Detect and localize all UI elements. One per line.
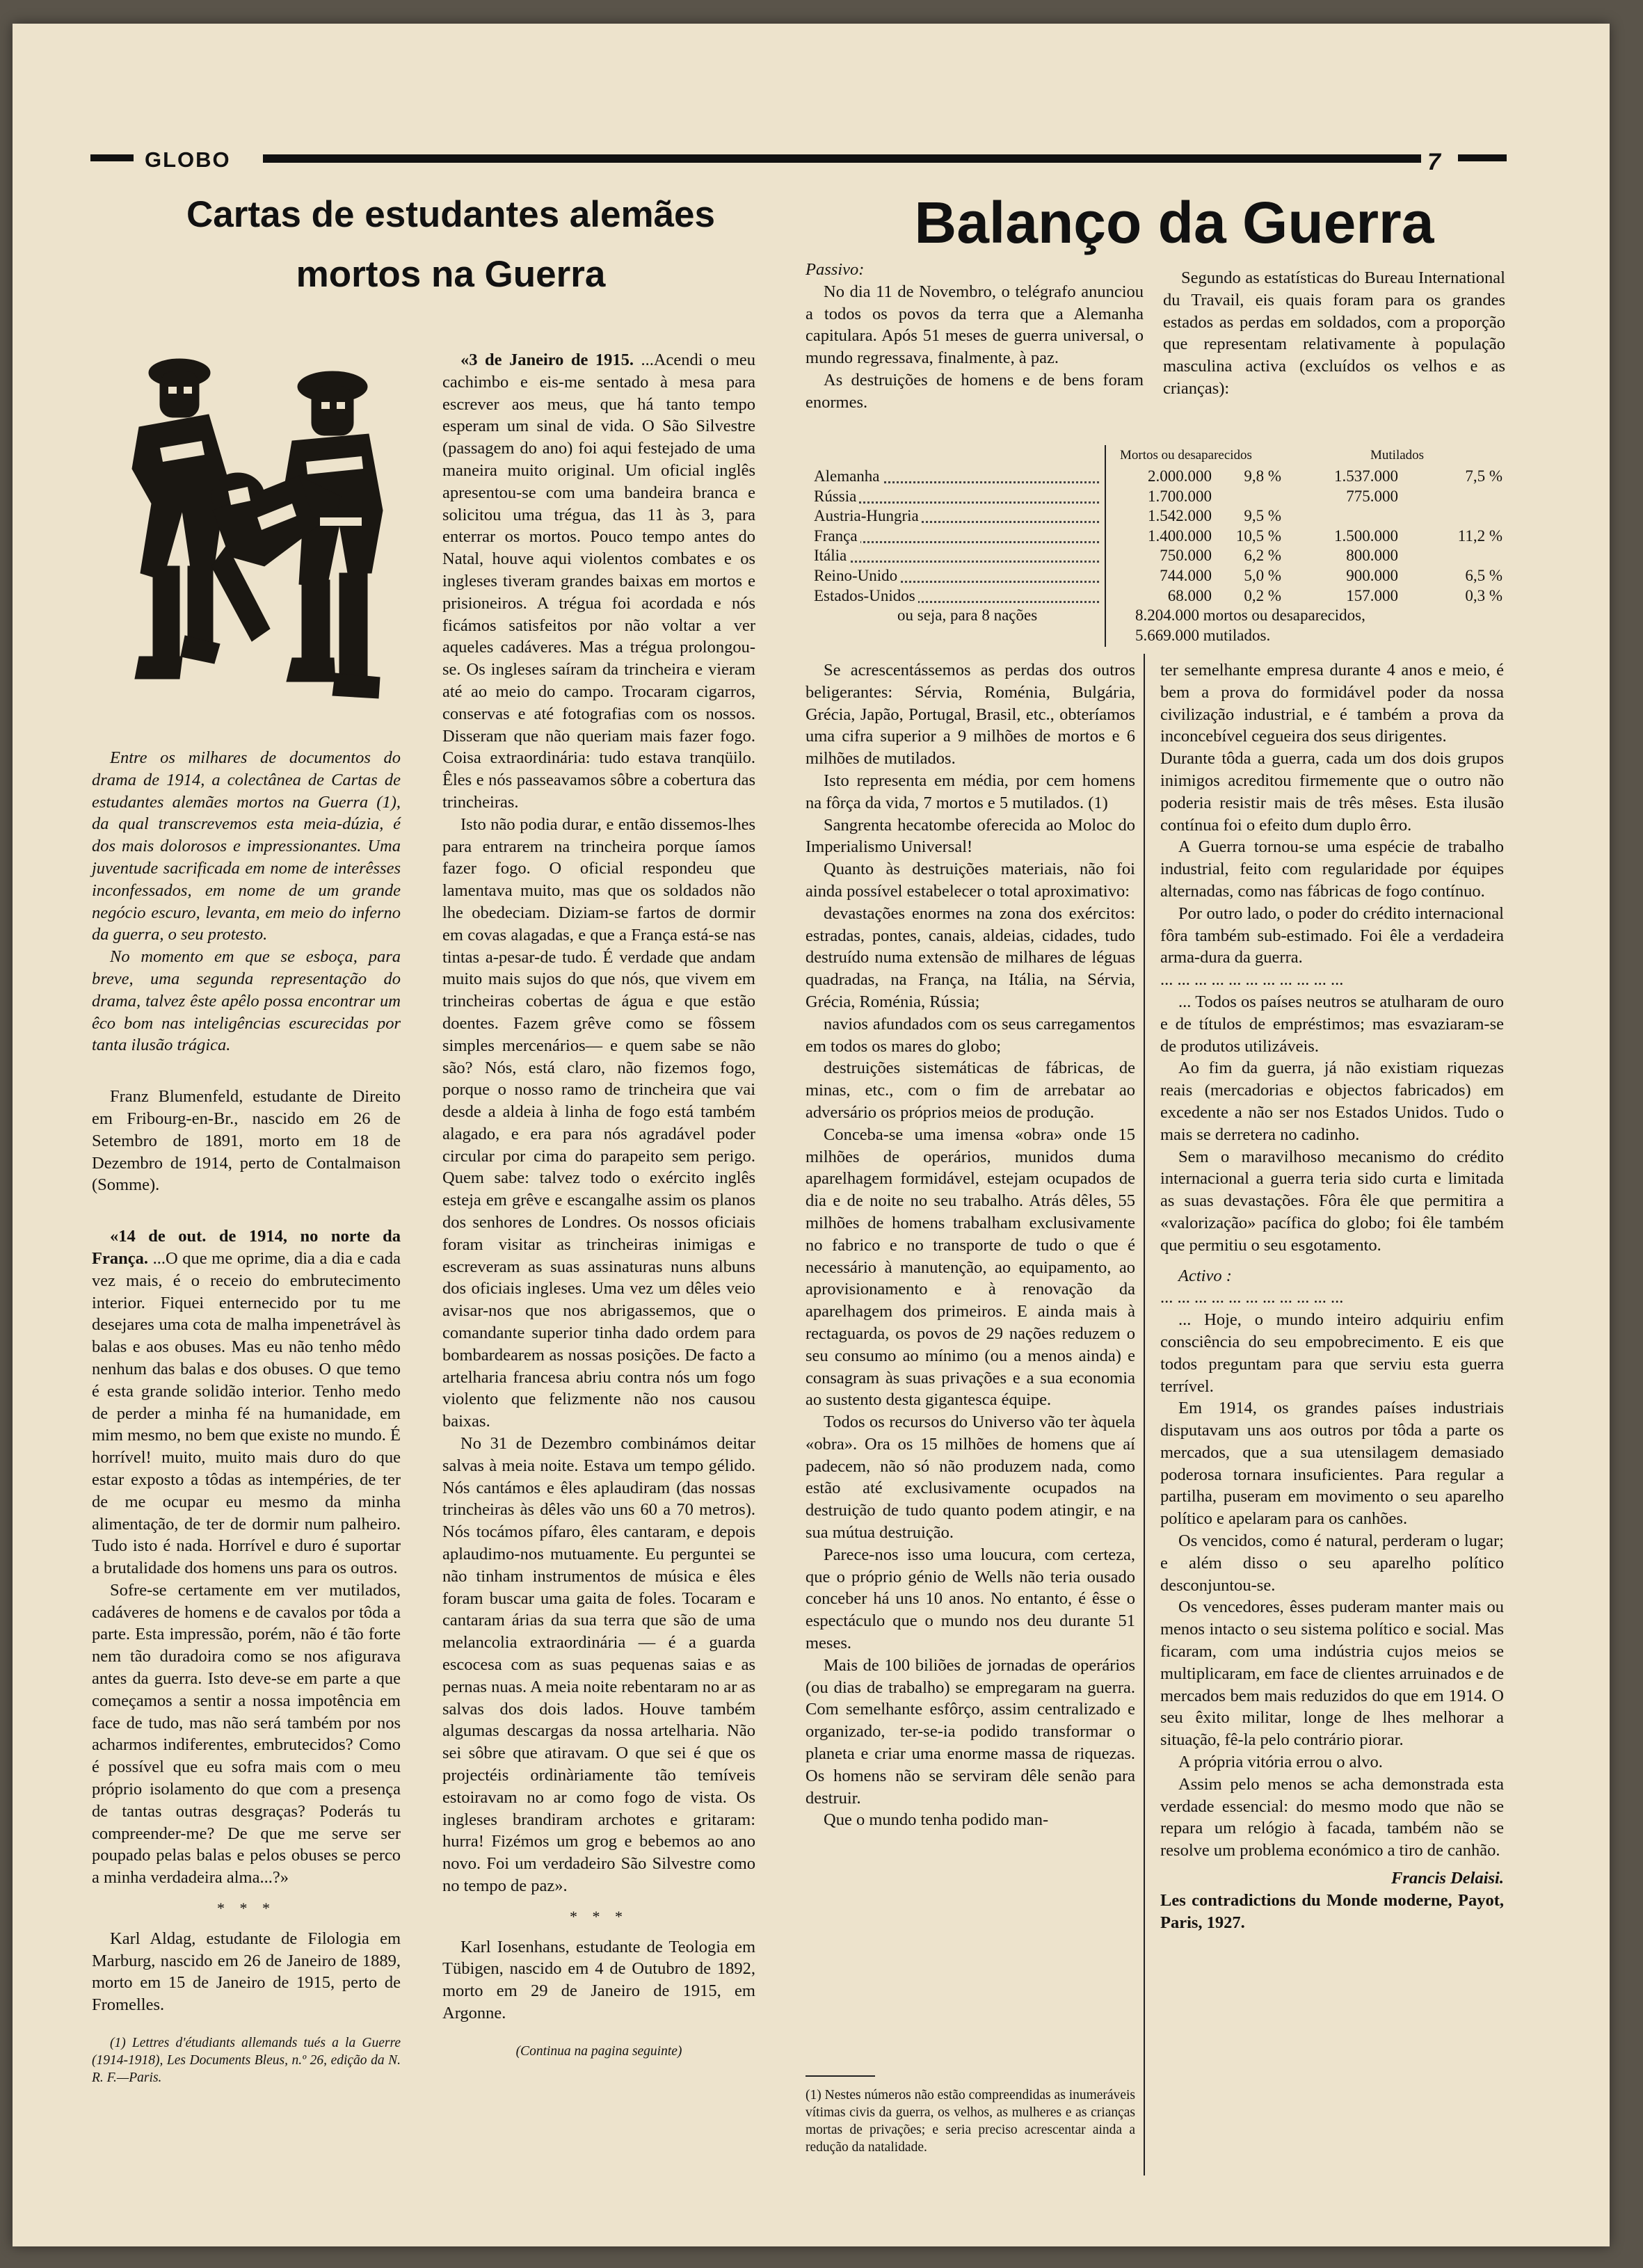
mortos-value: 2.000.000 [1148, 467, 1212, 485]
author-bio: Karl Iosenhans, estudante de Teologia em Tübigen, nascido em 4 de Outubro de 1892, morto em 29 de Janeiro de 1915, em Argonne. [442, 1937, 755, 2022]
country-name: Austria-Hungria [814, 507, 922, 525]
newspaper-page [13, 24, 1610, 2246]
table-header-row [814, 448, 1502, 467]
mortos-percent: 10,5 % [1235, 526, 1281, 545]
table-row [814, 587, 1502, 607]
header-rule-right [1458, 154, 1507, 161]
table-row [814, 527, 1502, 547]
country-name: Rússia [814, 488, 859, 506]
balance-footnote: (1) Nestes números não estão compreendidas as inumeráveis vítimas civis da guerra, os velhos, as mulheres e as crianças mortas de privações; e seria preciso acrescentar ainda a redução da natalidade. [806, 2088, 1135, 2155]
war-losses-table [814, 448, 1502, 646]
country-name: Itália [814, 547, 849, 565]
section-name: GLOBO [145, 147, 231, 172]
intro-paragraph: Entre os milhares de documentos do drama de 1914, a colectânea de Cartas de estudantes alemães mortos na Guerra (1), da qual transcrevemos esta meia-dúzia, é dos mais dolorosos e impressionantes. Uma juventude sacrificada em nome de interêsses inconfessados, em nome de um grande negócio escuro, levanta, em meio do inferno da guerra, o seu protesto. [92, 748, 401, 944]
header-rule-left [90, 154, 134, 161]
mutilados-value: 1.500.000 [1334, 526, 1398, 545]
balance-paragraph: As destruições de homens e de bens foram enormes. [806, 370, 1144, 412]
table-row [814, 547, 1502, 567]
balance-column-4: ter semelhante empresa durante 4 anos e meio, é bem a prova do formidável poder da nossa civilização industrial, e é também a prova da inconcebível cegueira dos seus dirigentes. Durante tôda a guerra, cada um dos dois grupos inimigos acreditou firmemente que o outro não poderia resistir mais de três mêses. Esta ilusão contínua foi o efeito dum duplo êrro. A Guerra tornou-se uma espécie de trabalho industrial, feito com regularidade por équipes alternadas, como nas fábricas de fogo contínuo. Por outro lado, o poder do crédito internacional fôra também sub-estimado. Foi êle a verdadeira arma-dura da guerra. ... ... ... ... ... ... ... ... ... ... ... ... Todos os países neutros se atulharam de ouro e de títulos de empréstimos; mas esvaziaram-se de produtos utilizáveis. Ao fim da guerra, já não existiam riquezas reais (mercadorias e objectos fabricados) em excedente a não ser nos Estados Unidos. Tudo o mais se derretera no cadinho. Sem o maravilhoso mecanismo do crédito internacional a guerra teria sido curta e limitada as suas devastações. Fôra êle que permitira a «valorização» pacífica do globo; foi êle também que permitiu o seu esgotamento. Activo : ... ... ... ... ... ... ... ... ... ... ... ... Hoje, o mundo inteiro adquiriu enfim consciência do seu empobrecimento. E eis que todos preguntam para que serviu esta guerra terrível. Em 1914, os grandes países industriais disputavam uns aos outros por tôda a parte os mercados, que a sua utensilagem demasiado poderosa tornara insuficientes. Para regular a partilha, puseram em movimento o seu aparelho político e apelaram para os canhões. Os vencidos, como é natural, perderam o lugar; e além disso o seu aparelho político desconjuntou-se. Os vencedores, êsses puderam manter mais ou menos intacto o seu sistema político e social. Mas ficaram, com uma indústria cujos meios se multiplicaram, em face de clientes arruinados e de mercados bem mais reduzidos do que em 1914. O seu êxito militar, longe de lhes melhorar a situação, fê-la pelo contrário piorar. A própria vitória errou o alvo. Assim pelo menos se acha demonstrada esta verdade essencial: do mesmo modo que não se repara um relógio à facada, também não se resolve um problema económico a tiro de canhão. Francis Delaisi. Les contradictions du Monde moderne, Payot, Paris, 1927. [1160, 659, 1504, 1933]
country-name: Estados-Unidos [814, 587, 918, 605]
continued-note: (Continua na pagina seguinte) [515, 2043, 682, 2059]
right-article-title: Balanço da Guerra [914, 190, 1434, 255]
mutilados-value: 900.000 [1346, 566, 1398, 584]
separator-stars: * * * [570, 1907, 628, 1925]
mortos-value: 744.000 [1160, 566, 1212, 584]
mortos-percent: 6,2 % [1244, 547, 1281, 565]
table-divider [1105, 445, 1106, 647]
letter-paragraph: «3 de Janeiro de 1915. ...Acendi o meu cachimbo e eis-me sentado à mesa para escrever aos meus, que há tanto tempo esperam um sinal de vida. O São Silvestre (passagem do ano) foi aqui festejado de uma maneira muito original. Um oficial inglês apresentou-se com uma bandeira branca e solicitou uma trégua, das 11 às 3, para enterrar os mortos. Pouco tempo antes do Natal, houve aqui violentos combates e os ingleses tiveram grandes baixas em mortos e prisioneiros. A trégua foi acordada e nós ficámos satisfeitos por não voltar a ver aqueles cadáveres. Mas a trégua prolongou-se. Os ingleses saíram da trincheira e vieram até ao meio do campo. Trocaram cigarros, conservas e até fotografias com os nossos. Disseram que não queriam mais fazer fogo. Coisa extraordinária: tudo estava tranqüilo. Êles e nós passeavamos sôbre a cobertura das trincheiras. [442, 351, 755, 812]
mutilados-value: 157.000 [1346, 586, 1398, 604]
letter-paragraph: «14 de out. de 1914, no norte da França. ...O que me oprime, dia a dia e cada vez mais, é o receio do embrutecimento interior. Fiquei enternecido por tu me desejares uma cota de malha impenetrável às balas e aos obuses. Mas eu não tenho mêdo nenhum das balas e dos obuses. O que temo é esta grande solidão interior. Tenho medo de perder a minha fé na humanidade, em mim mesmo, no bem que existe no mundo. É horrível! muito, muito mais duro do que estar exposto a tôdas as intempéries, de ter de me ocupar eu mesmo da minha alimentação, de ter de dormir num palheiro. Tudo isto é nada. Horrível e duro é suportar a brutalidade dos homens uns para os outros. [92, 1227, 401, 1578]
balance-column-3: Se acrescentássemos as perdas dos outros beligerantes: Sérvia, Roménia, Bulgária, Grécia, Japão, Portugal, Brasil, etc., obteríamos uma cifra superior a 9 milhões de mortos e 6 milhões de mutilados. Isto representa em média, por cem homens na fôrça da vida, 7 mortos e 5 mutilados. (1) Sangrenta hecatombe oferecida ao Moloc do Imperialismo Universal! Quanto às destruições materiais, não foi ainda possível estabelecer o total aproximativo: devastações enormes na zona dos exércitos: estradas, pontes, canais, aldeias, cidades, tudo destruído numa extensão de milhares de léguas quadradas, na França, na Itália, na Sérvia, Grécia, Roménia, Rússia; navios afundados com os seus carregamentos em todos os mares do globo; destruições sistemáticas de fábricas, de minas, etc., com o fim de arrebatar ao adversário os próprios meios de produção. Conceba-se uma imensa «obra» onde 15 milhões de operários, munidos duma aparelhagem formidável, estejam ocupados de dia e de noite no seu trabalho. Atrás dêles, 55 milhões de homens trabalham exclusivamente no fabrico e no transporte de tudo o que é necessário à manutenção, ao equipamento, ao aprovisionamento e à renovação da aparelhagem dos primeiros. E ainda mais à rectaguarda, os povos de 29 nações reduzem o seu consumo ao mínimo (ou a menos ainda) e consagram às suas privações e a sua economia ao sustento desta gigantesca équipe. Todos os recursos do Universo vão ter àquela «obra». Ora os 15 milhões de homens que aí padecem, não só não produzem nada, como estão até exclusivamente ocupados na destruição de tudo quanto podem atingir, e na sua mútua destruição. Parece-nos isso uma loucura, com certeza, que o próprio génio de Wells não teria ousado conceber há uns 10 anos. No entanto, é êsse o espectáculo que o mundo nos deu durante 51 meses. Mais de 100 biliões de jornadas de operários (ou dias de trabalho) se empregaram na guerra. Com semelhante esfôrço, assim centralizado e organizado, ter-se-ia podido transformar o planeta e criar uma enorme massa de riquezas. Os homens não se serviram dêle senão para destruir. Que o mundo tenha podido man- [806, 661, 1135, 1830]
table-row [814, 507, 1502, 527]
country-name: Alemanha [814, 467, 883, 485]
balance-paragraph: Segundo as estatísticas do Bureau International du Travail, eis quais foram para os grandes estados as perdas em soldados, com a proporção que representam relativamente à população masculina activa (excluídos os velhos e as crianças): [1163, 268, 1505, 398]
balance-intro-left [806, 259, 1144, 414]
mutilados-percent: 0,3 % [1465, 586, 1502, 604]
mortos-value: 1.700.000 [1148, 487, 1212, 505]
footnote-rule [806, 2075, 875, 2077]
footnote: (1) Lettres d'étudiants allemands tués a la Guerre (1914-1918), Les Documents Bleus, n.º 26, edição da N. R. F.—Paris. [92, 2036, 401, 2086]
mortos-percent: 9,8 % [1244, 467, 1281, 485]
header-rule-main [263, 154, 1421, 163]
left-column [92, 747, 401, 2086]
table-row [814, 467, 1502, 488]
dotted-leader [814, 547, 1099, 563]
table-total-row: 5.669.000 mutilados. [1135, 626, 1271, 644]
passivo-label: Passivo: [806, 260, 865, 279]
mortos-value: 750.000 [1160, 547, 1212, 565]
intro-paragraph: No momento em que se esboça, para breve, uma segunda representação do drama, talvez êste apêlo possa encontrar um êco bom nas inteligências escurecidas por tanta ilusão trágica. [92, 947, 401, 1055]
mutilados-value: 800.000 [1346, 547, 1398, 565]
source-citation: Les contradictions du Monde moderne, Payot, Paris, 1927. [1160, 1890, 1504, 1932]
table-row [814, 488, 1502, 508]
table-row [814, 567, 1502, 587]
column-divider [1144, 654, 1145, 2175]
mortos-value: 68.000 [1167, 586, 1212, 604]
author-bio: Karl Aldag, estudante de Filologia em Marburg, nascido em 26 de Janeiro de 1889, morto em 15 de Janeiro de 1915, perto de Fromelles. [92, 1929, 401, 2015]
table-header-mutilados: Mutilados [1370, 448, 1425, 463]
mutilados-value: 1.537.000 [1334, 467, 1398, 485]
balance-paragraph: No dia 11 de Novembro, o telégrafo anunciou a todos os povos da terra que a Alemanha capitulara. Após 51 meses de guerra universal, o mundo regressava, finalmente, à paz. [806, 282, 1144, 368]
mortos-value: 1.400.000 [1148, 526, 1212, 545]
middle-column [442, 349, 755, 2060]
mutilados-percent: 11,2 % [1457, 526, 1502, 545]
woodcut-soldiers-carrying-wounded-icon [90, 337, 396, 726]
mutilados-value: 775.000 [1346, 487, 1398, 505]
separator-stars: * * * [217, 1899, 275, 1917]
author-name: Francis Delaisi. [1391, 1869, 1504, 1888]
mortos-percent: 0,2 % [1244, 586, 1281, 604]
mutilados-percent: 6,5 % [1465, 566, 1502, 584]
table-header-mortos: Mortos ou desaparecidos [1120, 448, 1252, 463]
letter-paragraph: Sofre-se certamente em ver mutilados, cadáveres de homens e de cavalos por tôda a parte. Esta impressão, porém, não é tão forte nem tão duradoira como se nos afigurava antes da guerra. Isto deve-se em parte a que começamos a sentir a nossa impotência em face de tudo, mas não será também por nos acharmos indiferentes, embrutecidos? Como é possível que eu sofra mais com o meu próprio isolamento do que com a presença de tantas outras desgraças? Poderás tu compreender-me? De que me serve ser poupado pelas balas e pelos obuses se perco a minha verdadeira alma...?» [92, 1580, 401, 1888]
country-name: Reino-Unido [814, 567, 900, 585]
letter-paragraph: No 31 de Dezembro combinámos deitar salvas à meia noite. Estava um tempo gélido. Nós cantámos e êles aplaudiram (das nossas trincheiras às dêles vão uns 60 a 70 metros). Nós tocámos pífaro, êles cantaram, e depois aplaudimo-nos mutuamente. Eu perguntei se não tinham instrumentos de música e êles foram buscar uma gaita de foles. Tocaram e cantaram árias da sua terra que são de uma melancolia extraordinária — é a guarda escocesa com as suas pequenas saias e as pernas nuas. A meia noite rebentaram no ar as salvas dos dois lados. Houve também algumas descargas da nossa artelharia. Não sei sôbre que atiravam. O que sei é que os projectéis ordinàriamente tão temíveis estoiravam no ar como fogo de vista. Os ingleses brandiram archotes e gritaram: hurra! Fizémos um grog e bebemos ao ano novo. Foi um verdadeiro São Silvestre como no tempo de paz». [442, 1434, 755, 1895]
country-name: França [814, 527, 860, 545]
author-bio: Franz Blumenfeld, estudante de Direito em Fribourg-en-Br., nascido em 26 de Setembro de 1891, morto em 18 de Dezembro de 1914, perto de Contalmaison (Somme). [92, 1087, 401, 1195]
mortos-value: 1.542.000 [1148, 507, 1212, 525]
table-body [814, 467, 1502, 606]
mortos-percent: 9,5 % [1244, 507, 1281, 525]
mortos-percent: 5,0 % [1244, 566, 1281, 584]
mutilados-percent: 7,5 % [1465, 467, 1502, 485]
activo-label: Activo : [1178, 1266, 1232, 1285]
letter-paragraph: Isto não podia durar, e então dissemos-lhes para entrarem na trincheira porque íamos fazer fogo. O oficial respondeu que lamentava muito, mas que os soldados não lhe obedeciam. Diziam-se fartos de dormir em covas alagadas, e que a França está-se nas tintas a-pesar-de tudo. É verdade que andam muito mais sujos do que nós, que vivem em trincheiras cobertas de água e que estão doentes. Fazem grêve como se fôssem simples mercenários— e quem sabe se não são? Nós, está claro, não fizemos fogo, porque o nosso ramo de trincheira que vai desde a aldeia à linha de fogo está também alagado, e era para nós agradável poder circular por cima do parapeito sem perigo. Quem sabe: talvez todo o exército inglês esteja em grêve e escangalhe assim os planos dos senhores de Londres. Os nossos oficiais foram visitar as trincheiras inimigas e escreveram as suas assinaturas nuns albuns dos oficiais ingleses. Uma vez um dêles veio avisar-nos que nos abrigassemos, que o comandante superior tinha dado ordem para bombardearem as nossas posições. De facto a artelharia francesa abriu contra nós um fogo violento que felizmente não nos causou baixas. [442, 814, 755, 1431]
left-article-title: Cartas de estudantes alemães mortos na Guerra [186, 194, 716, 295]
balance-intro-right [1163, 267, 1505, 400]
table-total-row: ou seja, para 8 nações 8.204.000 mortos ou desaparecidos, [897, 606, 1365, 625]
page-number: 7 [1427, 149, 1441, 175]
